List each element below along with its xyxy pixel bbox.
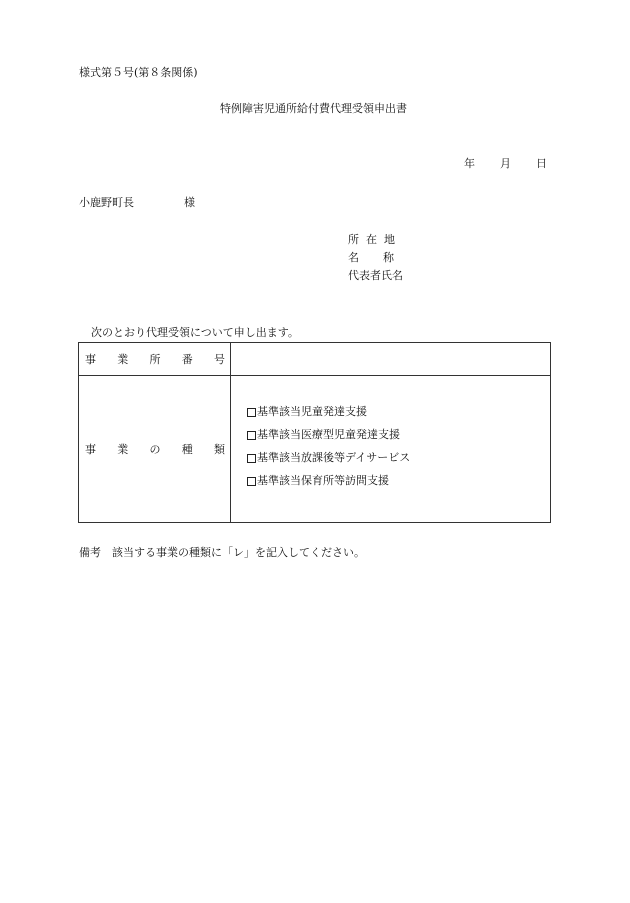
checkbox-icon[interactable] (247, 408, 256, 417)
checkbox-icon[interactable] (247, 454, 256, 463)
addressee-honorific: 様 (184, 196, 195, 209)
office-number-char: 業 (117, 353, 129, 366)
business-type-option[interactable] (247, 451, 410, 465)
office-number-char: 号 (214, 353, 225, 366)
table-column-divider (230, 343, 231, 522)
applicant-address-label: 所在地 (348, 233, 402, 246)
office-number-char: 番 (181, 353, 193, 366)
business-type-char: 類 (214, 443, 225, 456)
intro-text: 次のとおり代理受領について申し出ます。 (91, 326, 299, 339)
business-type-option-label: 基準該当保育所等訪問支援 (257, 474, 389, 487)
applicant-name-label: 名称 (348, 251, 418, 264)
business-type-char: の (149, 443, 161, 456)
business-type-option[interactable] (247, 474, 410, 488)
business-type-option[interactable] (247, 428, 410, 442)
business-type-char: 種 (181, 443, 193, 456)
date-day-label: 日 (536, 157, 547, 170)
table-row-divider (79, 375, 550, 376)
applicant-representative-label: 代表者氏名 (348, 269, 403, 282)
form-number: 様式第５号(第８条関係) (79, 66, 198, 79)
checkbox-icon[interactable] (247, 477, 256, 486)
business-type-option-label: 基準該当放課後等デイサービス (257, 451, 411, 464)
application-table (78, 342, 551, 523)
remarks-note: 備考 該当する事業の種類に「レ」を記入してください。 (79, 546, 365, 559)
business-type-option[interactable] (247, 405, 410, 419)
office-number-char: 事 (85, 353, 96, 366)
form-title: 特例障害児通所給付費代理受領申出書 (220, 102, 407, 115)
business-type-char: 事 (85, 443, 96, 456)
office-number-char: 所 (149, 353, 161, 366)
date-month-label: 月 (500, 157, 511, 170)
date-year-label: 年 (464, 157, 475, 170)
business-type-options (247, 405, 410, 497)
business-type-char: 業 (117, 443, 129, 456)
business-type-option-label: 基準該当医療型児童発達支援 (257, 428, 400, 441)
business-type-option-label: 基準該当児童発達支援 (257, 405, 367, 418)
checkbox-icon[interactable] (247, 431, 256, 440)
office-number-label (85, 353, 225, 367)
business-type-label (85, 443, 225, 457)
addressee-name: 小鹿野町長 (79, 196, 134, 209)
